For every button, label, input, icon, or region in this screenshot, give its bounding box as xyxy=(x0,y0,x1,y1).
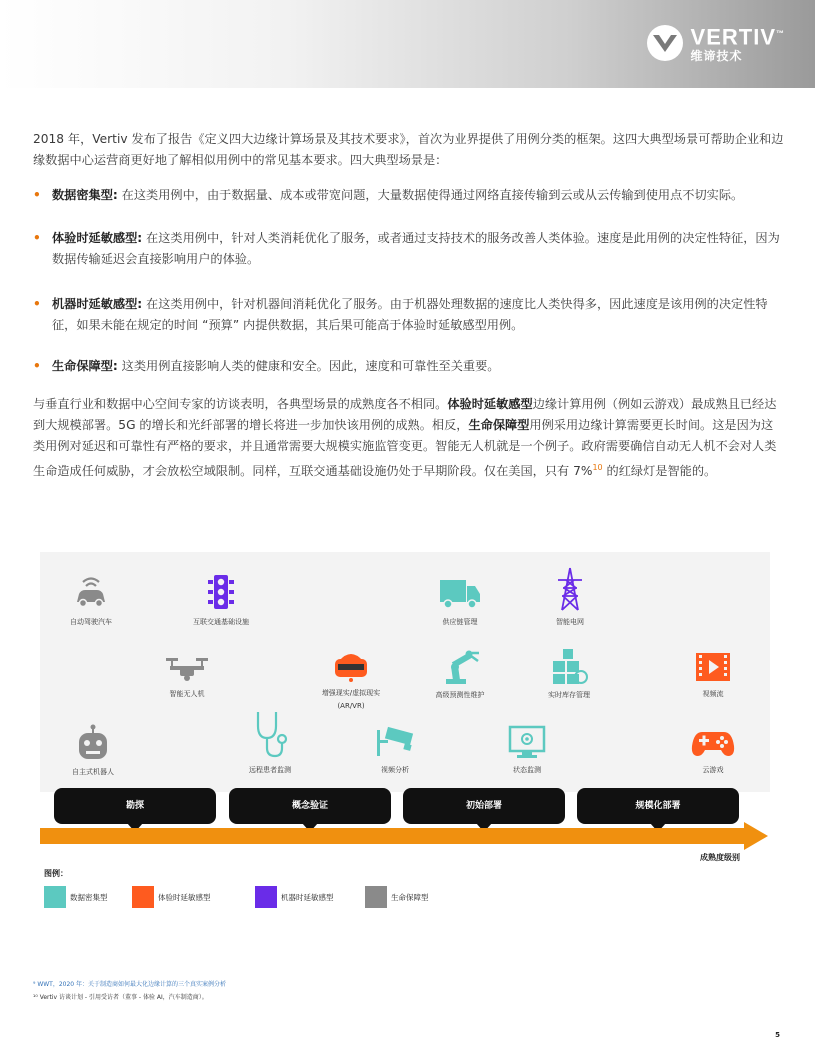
use-case-node xyxy=(215,710,325,776)
vertiv-logo-icon xyxy=(647,25,683,61)
legend-label: 数据密集型 xyxy=(70,892,108,902)
list-item xyxy=(33,294,785,356)
legend-label: 生命保障型 xyxy=(391,892,429,902)
maturity-infographic xyxy=(40,552,770,937)
list-item xyxy=(33,356,785,377)
node-label: 智能无人机 xyxy=(169,690,205,698)
node-label: 视频分析 xyxy=(381,766,409,774)
node-label: 实时库存管理 xyxy=(548,691,590,699)
video-stream-icon xyxy=(693,650,733,684)
archetype-list xyxy=(33,185,785,377)
bullet-text: 在这类用例中，针对人类消耗优化了服务，或者通过支持技术的服务改善人类体验。速度是此用例的决定性特征，因为数据传输延迟会直接影响用户的体验。 xyxy=(52,231,780,266)
robot-icon xyxy=(75,724,111,762)
use-case-node xyxy=(296,647,406,712)
page-number: 5 xyxy=(775,1031,780,1039)
stage-proof-of-concept: 概念验证 xyxy=(229,788,391,824)
legend-label: 机器时延敏感型 xyxy=(281,892,334,902)
use-case-node xyxy=(36,572,146,628)
use-case-node xyxy=(515,566,625,628)
use-case-node xyxy=(514,647,624,701)
use-case-node xyxy=(38,724,148,778)
bullet-term: 体验时延敏感型: xyxy=(52,231,143,245)
bullet-text: 在这类用例中，由于数据量、成本或带宽问题，大量数据使得通过网络直接传输到云或从云传输到使用点不切实际。 xyxy=(117,188,744,202)
use-case-panel xyxy=(40,552,770,792)
node-label: 视频流 xyxy=(702,690,724,698)
node-label: 云游戏 xyxy=(702,766,724,774)
stage-exploration: 勘探 xyxy=(54,788,216,824)
header-band xyxy=(0,0,815,88)
monitor-icon xyxy=(507,724,547,760)
legend-item xyxy=(132,886,211,908)
footnotes xyxy=(33,978,226,1004)
maturity-arrow-head xyxy=(744,822,768,850)
node-label: 自动驾驶汽车 xyxy=(70,618,112,626)
maturity-arrow xyxy=(40,828,746,844)
use-case-node xyxy=(658,724,768,776)
node-label: 远程患者监测 xyxy=(249,766,291,774)
use-case-node xyxy=(658,650,768,700)
stage-initial-deployment: 初始部署 xyxy=(403,788,565,824)
brand-subtitle: 维谛技术 xyxy=(690,49,743,64)
stage-scaled-deployment: 规模化部署 xyxy=(577,788,739,824)
connected-car-icon xyxy=(71,572,111,612)
node-label: 供应链管理 xyxy=(442,618,478,626)
node-label: 自主式机器人 xyxy=(72,768,114,776)
list-item xyxy=(33,228,785,294)
brand-tm: ™ xyxy=(776,29,785,38)
highlight-term: 体验时延敏感型 xyxy=(447,397,533,411)
legend-item xyxy=(365,886,429,908)
footnote-10: ¹⁰ Vertiv 访谈计划 - 引用受访者（董事 - 体验 AI，汽车制造商）。 xyxy=(33,994,208,1001)
maturity-axis-label: 成熟度级别 xyxy=(700,853,740,862)
gamepad-icon xyxy=(690,724,736,760)
footnote-ref[interactable]: 10 xyxy=(592,463,603,472)
legend-title: 图例： xyxy=(44,869,68,878)
legend-swatch xyxy=(44,886,66,908)
footnote-9[interactable]: ⁹ WWT，2020 年：关于制造商如何最大化边缘计算的三个真实案例分析 xyxy=(33,981,227,988)
legend-swatch xyxy=(132,886,154,908)
inventory-boxes-icon xyxy=(549,647,589,685)
vr-headset-icon xyxy=(329,647,373,683)
robot-arm-icon xyxy=(438,647,482,685)
power-tower-icon xyxy=(550,566,590,612)
stethoscope-icon xyxy=(252,710,288,760)
list-item xyxy=(33,185,785,228)
legend-item xyxy=(255,886,334,908)
drone-icon xyxy=(164,654,210,684)
bullet-text: 在这类用例中，针对机器间消耗优化了服务。由于机器处理数据的速度比人类快得多，因此速度是该用例的决定性特征，如果未能在规定的时间 “预算” 内提供数据，其后果可能高于体验时延敏感型用例。 xyxy=(52,297,768,332)
legend-swatch xyxy=(255,886,277,908)
use-case-node xyxy=(472,724,582,776)
node-sublabel: (AR/VR) xyxy=(337,702,365,710)
brand-name: VERTIV xyxy=(690,24,776,50)
bullet-term: 生命保障型: xyxy=(52,359,118,373)
security-camera-icon xyxy=(374,724,416,760)
use-case-node xyxy=(405,647,515,701)
bullet-text: 这类用例直接影响人类的健康和安全。因此，速度和可靠性至关重要。 xyxy=(117,359,500,373)
node-label: 增强现实/虚拟现实 xyxy=(321,689,381,697)
use-case-node xyxy=(340,724,450,776)
node-label: 智能电网 xyxy=(556,618,584,626)
legend-label: 体验时延敏感型 xyxy=(158,892,211,902)
maturity-paragraph: 与垂直行业和数据中心空间专家的访谈表明，各典型场景的成熟度各不相同。体验时延敏感型边缘计算用例（例如云游戏）最成熟且已经达到大规模部署。5G 的增长和光纤部署的增长将进一步加快该用例的成熟。相反，生命保障型用例采用边缘计算需要更长时间。这是因为这类用例对延迟和可靠性有严格的要求，并且通常需要大规模实施监管变更。智能无人机就是一个例子。政府需要确信自动无人机不会对人类生命造成任何威胁，才会放松空域限制。同样，互联交通基础设施仍处于早期阶段。仅在美国，只有 7%$^{10}$ 的红绿灯是智能的。 xyxy=(33,397,777,479)
use-case-node xyxy=(166,572,276,628)
legend-swatch xyxy=(365,886,387,908)
bullet-term: 机器时延敏感型: xyxy=(52,297,143,311)
bullet-term: 数据密集型: xyxy=(52,188,118,202)
highlight-term: 生命保障型 xyxy=(468,418,530,432)
delivery-truck-icon xyxy=(438,572,482,612)
legend-item xyxy=(44,886,108,908)
node-label: 状态监测 xyxy=(513,766,541,774)
intro-paragraph: 2018 年，Vertiv 发布了报告《定义四大边缘计算场景及其技术要求》，首次为业界提供了用例分类的框架。这四大典型场景可帮助企业和边缘数据中心运营商更好地了解相似用例中的常见基本要求。四大典型场景是： xyxy=(33,132,784,167)
node-label: 互联交通基础设施 xyxy=(193,618,249,626)
use-case-node xyxy=(132,654,242,700)
vertiv-logo[interactable] xyxy=(647,22,785,63)
use-case-node xyxy=(405,572,515,628)
traffic-light-icon xyxy=(201,572,241,612)
node-label: 高级预测性维护 xyxy=(435,691,485,699)
